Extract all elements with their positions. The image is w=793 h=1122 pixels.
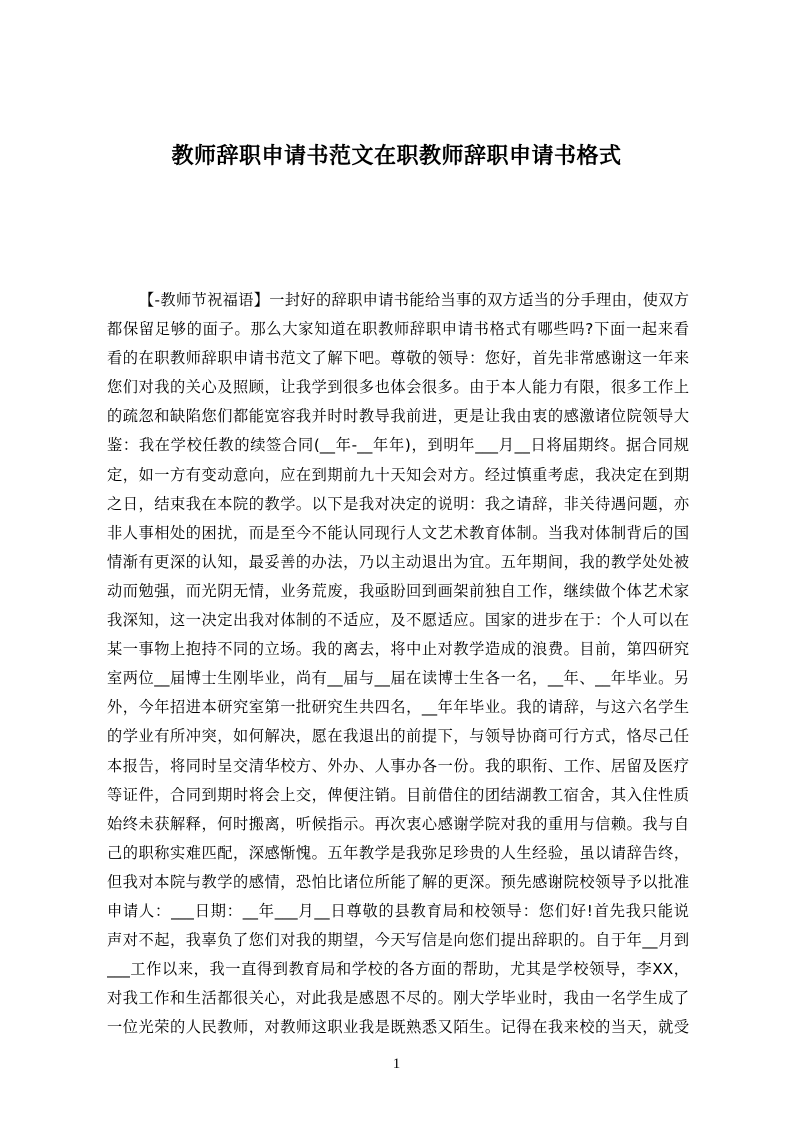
body-line: 之日，结束我在本院的教学。以下是我对决定的说明：我之请辞，非关待遇问题，亦 [107, 494, 689, 513]
body-line: 鉴：我在学校任教的续签合同(__年-__年年)，到明年___月__日将届期终。据合同规 [107, 436, 689, 455]
body-line: 始终未获解释，何时搬离，听候指示。再次衷心感谢学院对我的重用与信赖。我与自 [107, 814, 689, 833]
body-line: 【-教师节祝福语】一封好的辞职申请书能给当事的双方适当的分手理由，使双方 [139, 291, 689, 309]
body-line: ___工作以来，我一直得到教育局和学校的各方面的帮助，尤其是学校领导，李XX， [107, 960, 689, 979]
body-line: 己的职称实难匹配，深感惭愧。五年教学是我弥足珍贵的人生经验，虽以请辞告终， [107, 843, 689, 862]
body-line: 看的在职教师辞职申请书范文了解下吧。尊敬的领导：您好，首先非常感谢这一年来 [107, 349, 689, 368]
body-line: 定，如一方有变动意向，应在到期前九十天知会对方。经过慎重考虑，我决定在到期 [107, 465, 689, 484]
body-line: 对我工作和生活都很关心，对此我是感恩不尽的。刚大学毕业时，我由一名学生成了 [107, 989, 689, 1008]
body-line: 情渐有更深的认知，最妥善的办法，乃以主动退出为宜。五年期间，我的教学处处被 [107, 552, 689, 571]
body-line: 某一事物上抱持不同的立场。我的离去，将中止对教学造成的浪费。目前，第四研究 [107, 640, 689, 659]
body-line: 声对不起，我辜负了您们对我的期望，今天写信是向您们提出辞职的。自于年__月到 [107, 931, 689, 950]
body-line: 的疏忽和缺陷您们都能宽容我并时时教导我前进，更是让我由衷的感激诸位院领导大 [107, 407, 689, 426]
body-line: 等证件，合同到期时将会上交，俾便注销。目前借住的团结湖教工宿舍，其入住性质 [107, 785, 689, 804]
document-title: 教师辞职申请书范文在职教师辞职申请书格式 [171, 144, 622, 169]
body-line: 本报告，将同时呈交清华校方、外办、人事办各一份。我的职衔、工作、居留及医疗 [107, 756, 689, 775]
body-line: 都保留足够的面子。那么大家知道在职教师辞职申请书格式有哪些吗?下面一起来看 [107, 320, 689, 339]
body-line: 动而勉强，而光阴无情，业务荒废，我亟盼回到画架前独自工作，继续做个体艺术家 [107, 581, 689, 600]
body-line: 但我对本院与教学的感情，恐怕比诸位所能了解的更深。预先感谢院校领导予以批准 [107, 872, 689, 891]
body-line: 的学业有所冲突，如何解决，愿在我退出的前提下，与领导协商可行方式，恪尽己任 [107, 727, 689, 746]
body-line: 申请人：___日期：__年___月__日尊敬的县教育局和校领导：您们好!首先我只能说 [107, 901, 689, 920]
page-number: 1 [392, 1056, 401, 1072]
document-body [107, 286, 689, 1042]
body-line: 您们对我的关心及照顾，让我学到很多也体会很多。由于本人能力有限，很多工作上 [107, 378, 689, 397]
body-line: 外，今年招进本研究室第一批研究生共四名，__年年毕业。我的请辞，与这六名学生 [107, 698, 689, 717]
body-line: 一位光荣的人民教师，对教师这职业我是既熟悉又陌生。记得在我来校的当天，就受 [107, 1018, 689, 1037]
body-line: 我深知，这一决定出我对体制的不适应，及不愿适应。国家的进步在于：个人可以在 [107, 611, 689, 630]
body-line: 非人事相处的困扰，而是至今不能认同现行人文艺术教育体制。当我对体制背后的国 [107, 523, 689, 542]
body-line: 室两位__届博士生刚毕业，尚有__届与__届在读博士生各一名，__年、__年毕业。另 [107, 669, 689, 688]
